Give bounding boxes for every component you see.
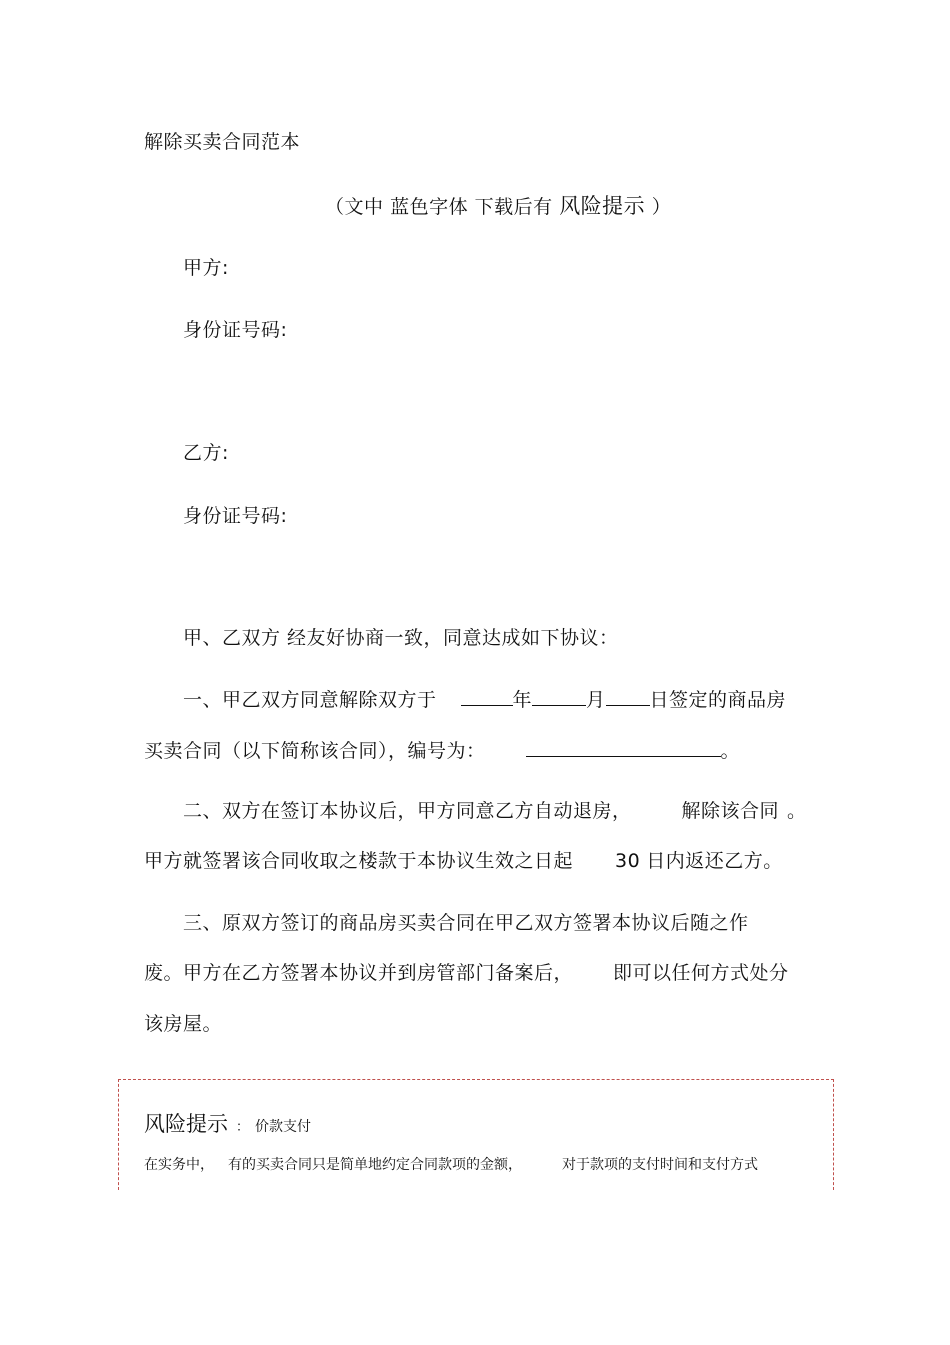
- clause-3-line-3: 该房屋。: [144, 1013, 223, 1035]
- clause-1-text-2: 买卖合同（以下简称该合同），编号为：: [144, 740, 486, 762]
- risk-text-c: 对于款项的支付时间和支付方式: [562, 1157, 758, 1173]
- contract-number-blank: [526, 738, 721, 757]
- clause-2-text: 二、双方在签订本协议后，甲方同意乙方自动退房，: [183, 800, 632, 822]
- note-blue-font: 蓝色字体: [390, 196, 469, 218]
- clause-2-line-2: [144, 849, 783, 873]
- clause-1-line-1: [183, 687, 786, 712]
- party-b-label: 乙方:: [183, 442, 229, 464]
- document-title: 解除买卖合同范本: [144, 131, 301, 153]
- month-label: 月: [586, 689, 606, 711]
- note-open: （文中: [325, 196, 384, 218]
- risk-text-b: 有的买卖合同只是简单地约定合同款项的金额，: [228, 1157, 522, 1173]
- note-close: ）: [651, 196, 672, 218]
- clause-1-end: 。: [720, 740, 741, 762]
- clause-2-period: 。: [787, 800, 807, 822]
- day-label: 日签定的商品房: [649, 689, 787, 711]
- risk-text-a: 在实务中，: [144, 1157, 214, 1173]
- clause-1-text: 一、甲乙双方同意解除双方于: [183, 689, 437, 711]
- clause-2-days: 30: [615, 850, 641, 872]
- clause-2-line-1: [183, 799, 807, 823]
- clause-1-line-2: [144, 738, 740, 763]
- party-a-id-label: 身份证号码:: [183, 319, 288, 341]
- day-blank: [606, 687, 650, 706]
- agreement-intro: 甲、乙双方 经友好协商一致，同意达成如下协议：: [183, 627, 619, 649]
- year-blank: [461, 687, 513, 706]
- clause-2-text-2: 甲方就签署该合同收取之楼款于本协议生效之日起: [144, 850, 574, 872]
- clause-3-line-2: [144, 961, 789, 985]
- clause-3-line-1: 三、原双方签订的商品房买卖合同在甲乙双方签署本协议后随之作: [183, 912, 749, 934]
- year-label: 年: [512, 689, 533, 711]
- risk-tip-heading: 风险提示: [144, 1112, 228, 1136]
- note-risk: 风险提示: [559, 194, 646, 218]
- risk-tip-text: [144, 1156, 758, 1174]
- risk-tip-subtitle: 价款支付: [255, 1119, 312, 1135]
- clause-2-terminate: 解除该合同: [681, 800, 780, 822]
- risk-tip-separator: ：: [236, 1120, 250, 1135]
- party-b-id-label: 身份证号码:: [183, 505, 288, 527]
- month-blank: [532, 687, 586, 706]
- clause-2-text-3: 日内返还乙方。: [646, 850, 783, 872]
- document-note: [325, 194, 671, 219]
- clause-3-text-3: 即可以任何方式处分: [613, 962, 789, 984]
- clause-3-text-2: 废。甲方在乙方签署本协议并到房管部门备案后，: [144, 962, 574, 984]
- note-download: 下载后有: [474, 196, 553, 218]
- risk-tip-title: [144, 1108, 311, 1138]
- party-a-label: 甲方:: [183, 257, 229, 279]
